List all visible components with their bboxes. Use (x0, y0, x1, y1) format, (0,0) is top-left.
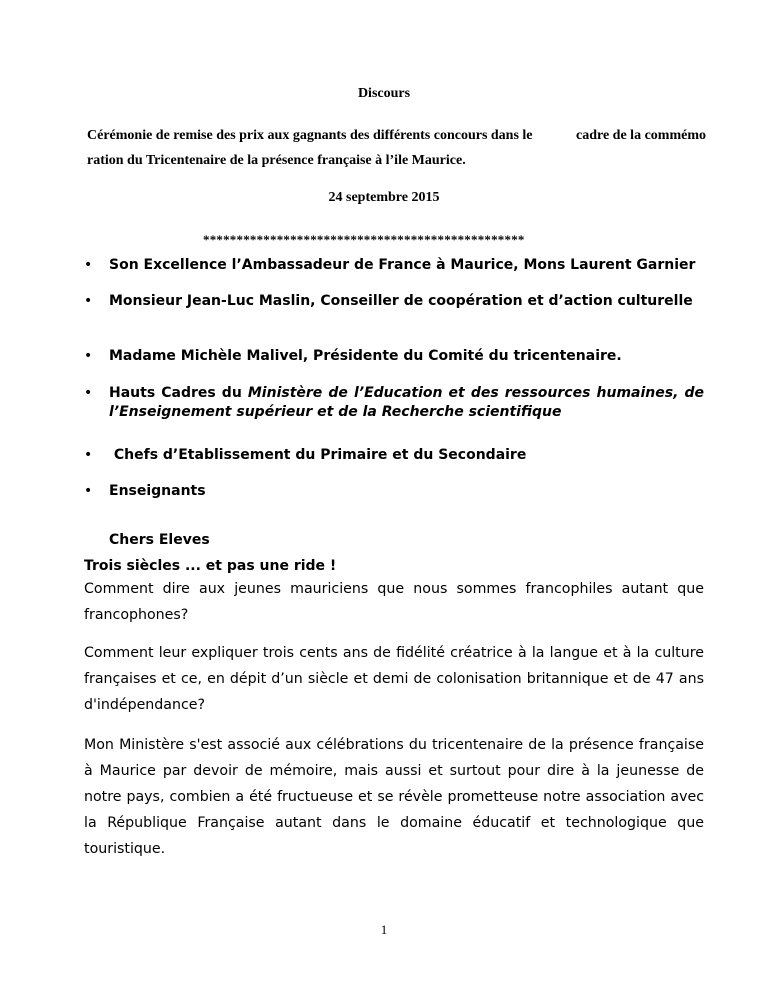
bullet-icon: • (84, 257, 93, 273)
list-item (84, 446, 704, 465)
subtitle-line-1 (87, 123, 727, 148)
addressee-text: Chefs d’Etablissement du Primaire et du Secondaire (109, 447, 527, 463)
salutation: Chers Eleves (109, 532, 210, 548)
section-heading: Trois siècles ... et pas une ride ! (84, 558, 337, 574)
subtitle-line-1-text: Cérémonie de remise des prix aux gagnants des différents concours dans le (87, 128, 533, 143)
subtitle-line-2: ration du Tricentenaire de la présence française à l’ile Maurice. (87, 153, 466, 168)
bullet-icon: • (84, 483, 93, 499)
document-date: 24 septembre 2015 (328, 190, 440, 205)
list-item (84, 482, 704, 501)
bullet-icon: • (84, 293, 93, 309)
bullet-icon: • (84, 385, 93, 401)
addressee-text: Son Excellence l’Ambassadeur de France à Maurice, Mons Laurent Garnier (109, 257, 696, 273)
document-title: Discours (357, 86, 411, 101)
paragraph: Mon Ministère s'est associé aux célébrations du tricentenaire de la présence française à Maurice par devoir de mémoire, mais aussi et surtout pour dire à la jeunesse de notre pays, combien a été fructueuse et se révèle prometteuse notre association avec la République Française autant dans le domaine éducatif et technologique que touristique. (84, 737, 704, 857)
addressee-prefix: Hauts Cadres du (109, 385, 248, 401)
paragraph: Comment leur expliquer trois cents ans de fidélité créatrice à la langue et à la culture françaises et ce, en dépit d’un siècle et demi de colonisation britannique et de 47 ans d'indépendance? (84, 645, 704, 713)
ministry-name: Ministère de l’Education et des ressources humaines, de l’Enseignement supérieur et de la Recherche scientifique (109, 385, 704, 420)
list-item (84, 292, 704, 311)
paragraph: Comment dire aux jeunes mauriciens que nous sommes francophiles autant que francophones? (84, 581, 704, 623)
page-number: 1 (380, 922, 388, 937)
addressee-text: Enseignants (109, 483, 206, 499)
bullet-icon: • (84, 348, 93, 364)
list-item (84, 347, 704, 366)
list-item (84, 384, 704, 422)
list-item (84, 256, 704, 275)
document-subtitle (87, 123, 727, 173)
addressee-text (109, 384, 704, 422)
bullet-icon: • (84, 447, 93, 463)
addressee-text: Monsieur Jean-Luc Maslin, Conseiller de coopération et d’action culturelle (109, 293, 693, 309)
addressee-text: Madame Michèle Malivel, Présidente du Comité du tricentenaire. (109, 348, 622, 364)
separator-stars: ************************************************ (203, 232, 525, 247)
subtitle-line-1-tail: cadre de la commémo (576, 128, 706, 143)
